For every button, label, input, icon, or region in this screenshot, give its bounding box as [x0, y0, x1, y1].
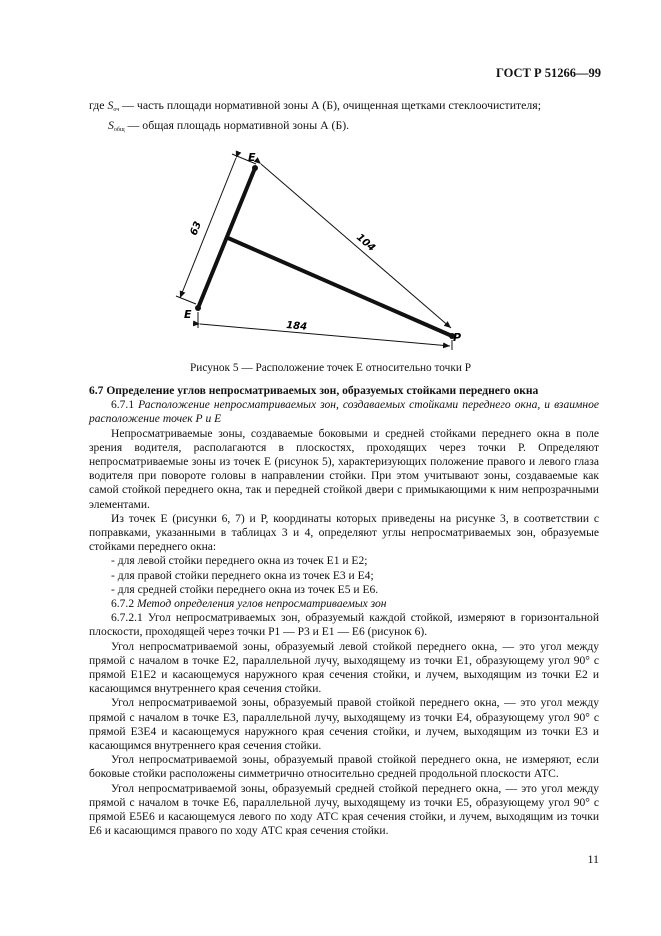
list-item: - для левой стойки переднего окна из точек E1 и E2;: [111, 555, 368, 568]
page-number: 11: [587, 852, 599, 866]
paragraph: Непросматриваемые зоны, создаваемые боковыми и средней стойками переднего окна в поле зрения водителя, располагаются в плоскостях, проходящих через точки Р. Определяют непросматриваемые зоны из точек Е (рисунок 5), характеризующих положение правого и левого глаза водителя при повороте головы в направлении стойки. При этом учитывают зоны, создаваемые как самой стойкой переднего окна, так и передней стойкой двери с примыкающими к ним непрозрачными элементами.: [89, 427, 599, 511]
symbol-s: S: [108, 118, 114, 132]
figure-5-diagram: [170, 148, 480, 358]
list-item: - для правой стойки переднего окна из точек E3 и E4;: [111, 569, 374, 582]
section-6-7: [89, 384, 599, 839]
symbol-subscript: общ: [113, 127, 125, 133]
point-e-top: [252, 165, 258, 171]
label-dim-184: 184: [285, 320, 308, 333]
dimension-line-63: [180, 158, 236, 298]
dimension-line-104: [261, 164, 451, 328]
paragraph: Угол непросматриваемой зоны, образуемый средней стойкой переднего окна, — это угол между прямой с началом в точке Е6, параллельной лучу, выходящему из точки Е5, образующему угол 90° с прямой Е5Е6 и касающемуся левого по ходу АТС края сечения стойки, и лучем, выходящим из точки Е6 и касающимся правого по ходу АТС края сечения стойки.: [89, 782, 599, 838]
segment-mid-p: [228, 238, 452, 336]
symbol-s: S: [107, 98, 114, 112]
paragraph: 6.7.2.1 Угол непросматриваемых зон, образуемый каждой стойкой, измеряют в горизонтальной плоскости, проходящей через точки Р1 — Р3 и Е1 — Е6 (рисунок 6).: [89, 612, 599, 639]
symbol-subscript: оч: [113, 107, 120, 113]
label-e-top: E: [248, 151, 256, 164]
definition-s-obsh: $S_{общ}$ — общая площадь нормативной зоны А (Б).: [108, 118, 350, 133]
label-dim-104: 104: [354, 231, 378, 254]
section-heading: 6.7 Определение углов непросматриваемых зон, образуемых стойками переднего окна: [89, 385, 539, 397]
point-e-bottom: [195, 305, 201, 311]
label-dim-63: 63: [188, 220, 204, 238]
document-header: ГОСТ Р 51266—99: [495, 66, 601, 80]
subsection-6-7-2: 6.7.2 Метод определения углов непросматриваемых зон: [111, 598, 387, 611]
paragraph: Угол непросматриваемой зоны, образуемый левой стойкой переднего окна, — это угол между прямой с началом в точке Е2, параллельной лучу, выходящему из точки Е1, образующему угол 90° с прямой Е1Е2 и касающемуся наружного края сечения стойки, и лучем, выходящим из точки Е2 и касающимся внутреннего края сечения стойки.: [89, 640, 599, 696]
paragraph: Угол непросматриваемой зоны, образуемый правой стойкой переднего окна, — это угол между прямой с началом в точке Е3, параллельной лучу, выходящему из точки Е4, образующему угол 90° с прямой Е3Е4 и касающемуся наружного края сечения стойки, и лучем, выходящим из точки Е3 и касающимся внутреннего края сечения стойки.: [89, 697, 599, 753]
segment-e-e: [198, 168, 255, 308]
definition-s-och: где $S_{оч}$ — часть площади нормативной зоны А (Б), очищенная щетками стеклоочистителя;: [89, 98, 541, 113]
paragraph: Угол непросматриваемой зоны, образуемый правой стойкой переднего окна, не измеряют, если боковые стойки расположены симметрично относительно средней продольной плоскости АТС.: [89, 754, 599, 781]
dimension-line-184: [200, 324, 450, 346]
paragraph: Из точек Е (рисунки 6, 7) и Р, координаты которых приведены на рисунке 3, в соответствии с поправками, указанными в таблицах 3 и 4, определяют углы непросматриваемых зон, образуемые стойками переднего окна:: [89, 512, 599, 554]
label-p: P: [453, 331, 462, 344]
figure-caption: Рисунок 5 — Расположение точек E относительно точки P: [190, 362, 471, 374]
list-item: - для средней стойки переднего окна из точек E5 и E6.: [111, 583, 379, 596]
label-e-bottom: E: [184, 308, 192, 321]
subsection-6-7-1: 6.7.1 Расположение непросматриваемых зон, создаваемых стойками переднего окна, и взаимное расположение точек Р и Е: [89, 399, 599, 426]
